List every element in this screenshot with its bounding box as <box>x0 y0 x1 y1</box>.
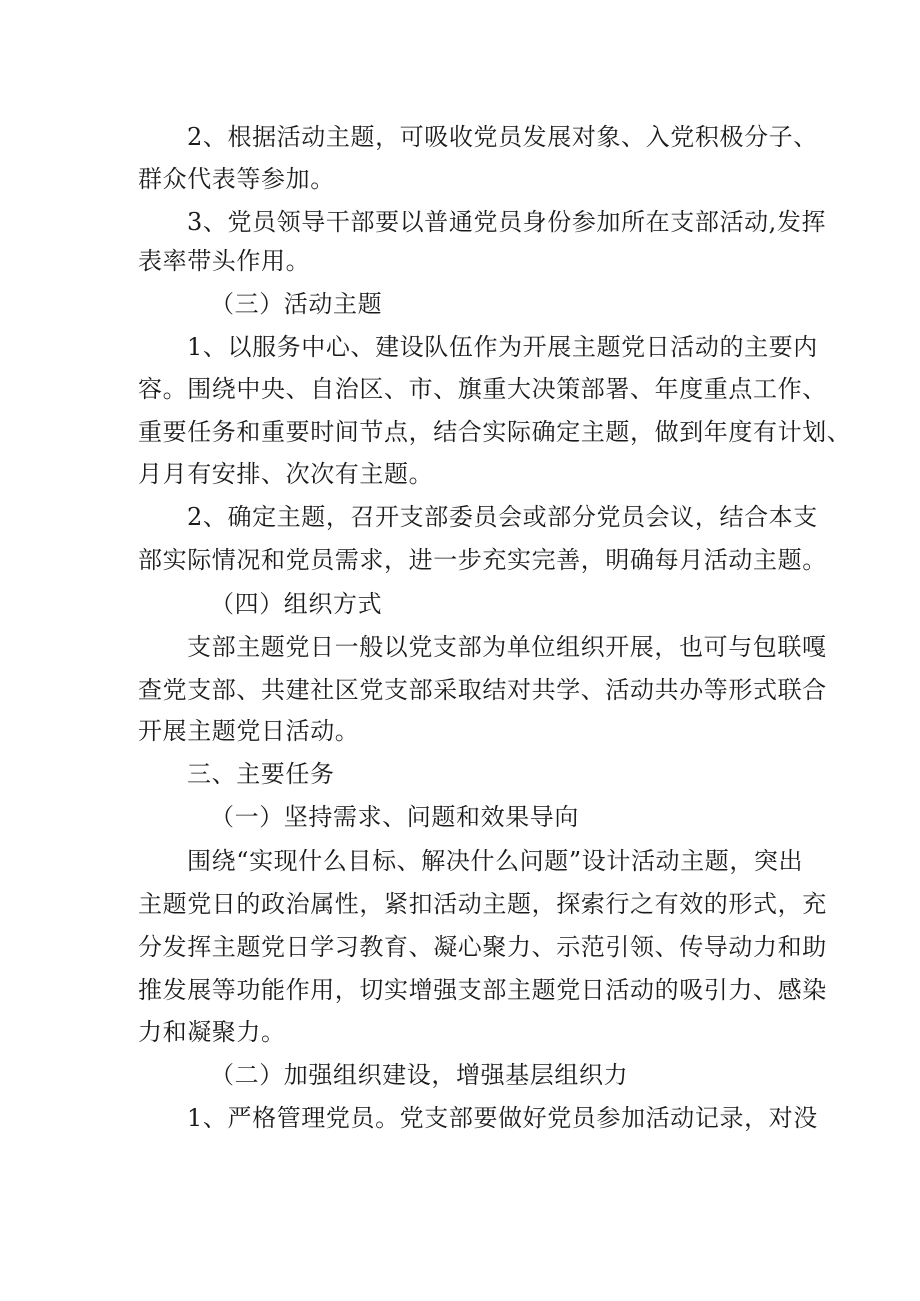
section-heading: （三）活动主题 <box>210 290 383 318</box>
section-heading: （四）组织方式 <box>210 590 383 618</box>
paragraph-line: 开展主题党日活动。 <box>138 717 360 745</box>
section-heading: （一）坚持需求、问题和效果导向 <box>210 803 579 831</box>
paragraph-line: 部实际情况和党员需求，进一步充实完善，明确每月活动主题。 <box>138 546 827 574</box>
paragraph-line: 2、根据活动主题，可吸收党员发展对象、入党积极分子、 <box>187 123 818 151</box>
chapter-heading: 三、主要任务 <box>187 760 335 788</box>
paragraph-line: 围绕“实现什么目标、解决什么问题”设计活动主题，突出 <box>187 847 804 875</box>
paragraph-line: 查党支部、共建社区党支部采取结对共学、活动共办等形式联合 <box>138 676 827 704</box>
paragraph-line: 表率带头作用。 <box>138 247 311 275</box>
paragraph-line: 主题党日的政治属性，紧扣活动主题，探索行之有效的形式，充 <box>138 890 827 918</box>
paragraph-line: 3、党员领导干部要以普通党员身份参加所在支部活动,发挥 <box>187 208 827 236</box>
section-heading: （二）加强组织建设，增强基层组织力 <box>210 1061 629 1089</box>
paragraph-line: 2、确定主题，召开支部委员会或部分党员会议，结合本支 <box>187 503 818 531</box>
paragraph-line: 重要任务和重要时间节点，结合实际确定主题，做到年度有计划、 <box>138 418 852 446</box>
paragraph-line: 1、严格管理党员。党支部要做好党员参加活动记录，对没 <box>187 1104 818 1132</box>
paragraph-line: 群众代表等参加。 <box>138 165 335 193</box>
paragraph-line: 支部主题党日一般以党支部为单位组织开展，也可与包联嘎 <box>187 633 827 661</box>
paragraph-line: 力和凝聚力。 <box>138 1018 286 1046</box>
paragraph-line: 1、以服务中心、建设队伍作为开展主题党日活动的主要内 <box>187 333 818 361</box>
paragraph-line: 分发挥主题党日学习教育、凝心聚力、示范引领、传导动力和助 <box>138 933 827 961</box>
paragraph-line: 推发展等功能作用，切实增强支部主题党日活动的吸引力、感染 <box>138 976 827 1004</box>
paragraph-line: 月月有安排、次次有主题。 <box>138 460 434 488</box>
paragraph-line: 容。围绕中央、自治区、市、旗重大决策部署、年度重点工作、 <box>138 375 827 403</box>
